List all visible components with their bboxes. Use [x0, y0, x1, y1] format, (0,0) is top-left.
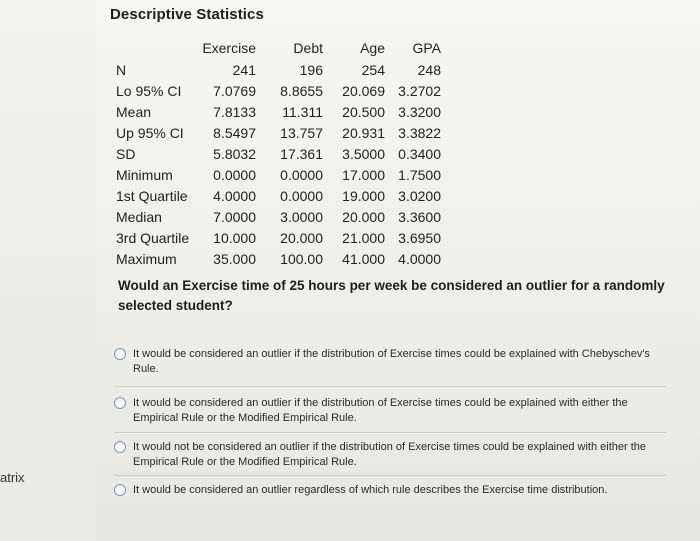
cell-debt: 196	[299, 62, 323, 78]
cell-gpa: 3.3600	[398, 209, 441, 225]
cell-age: 3.5000	[342, 146, 385, 162]
cell-debt: 13.757	[280, 125, 323, 141]
cell-debt: 100.00	[280, 251, 323, 267]
cell-exercise: 8.5497	[213, 125, 256, 141]
row-label: N	[116, 62, 127, 78]
cell-exercise: 35.000	[213, 251, 256, 267]
table-row	[110, 207, 441, 228]
sidebar-label: atrix	[0, 470, 25, 485]
cell-age: 20.931	[342, 125, 385, 141]
cell-age: 20.000	[342, 209, 385, 225]
cell-debt: 0.0000	[280, 188, 323, 204]
cell-debt: 3.0000	[280, 209, 323, 225]
row-label: Lo 95% CI	[116, 83, 182, 99]
cell-exercise: 0.0000	[213, 167, 256, 183]
cell-gpa: 3.3200	[398, 104, 441, 120]
cell-exercise: 7.0000	[213, 209, 256, 225]
row-label: 1st Quartile	[116, 188, 188, 204]
table-row	[110, 60, 441, 81]
row-label: Maximum	[116, 251, 177, 267]
row-label: Minimum	[116, 167, 173, 183]
table-row	[110, 144, 441, 165]
cell-exercise: 4.0000	[213, 188, 256, 204]
table-row	[110, 249, 441, 270]
cell-exercise: 10.000	[213, 230, 256, 246]
row-label: Up 95% CI	[116, 125, 184, 141]
header-exercise: Exercise	[202, 40, 256, 56]
option-divider	[114, 386, 666, 387]
radio-button-icon[interactable]	[114, 348, 126, 360]
header-gpa: GPA	[412, 40, 441, 56]
cell-gpa: 3.3822	[398, 125, 441, 141]
left-margin	[0, 0, 96, 541]
cell-gpa: 3.0200	[398, 188, 441, 204]
cell-exercise: 7.8133	[213, 104, 256, 120]
cell-age: 21.000	[342, 230, 385, 246]
option-divider	[114, 475, 666, 476]
cell-debt: 20.000	[280, 230, 323, 246]
cell-debt: 0.0000	[280, 167, 323, 183]
table-header-row	[110, 36, 441, 60]
cell-age: 20.069	[342, 83, 385, 99]
answer-option-4[interactable]	[114, 483, 666, 498]
row-label: SD	[116, 146, 136, 162]
option-divider	[114, 432, 666, 433]
cell-age: 20.500	[342, 104, 385, 120]
header-empty-cell	[110, 36, 198, 60]
answer-option-3[interactable]	[114, 440, 666, 470]
cell-gpa: 4.0000	[398, 251, 441, 267]
cell-gpa: 3.6950	[398, 230, 441, 246]
table-row	[110, 81, 441, 102]
row-label: 3rd Quartile	[116, 230, 190, 246]
cell-gpa: 248	[417, 62, 441, 78]
question-text: Would an Exercise time of 25 hours per week be considered an outlier for a randomly selected student?	[118, 278, 665, 313]
answer-option-text: It would be considered an outlier if the distribution of Exercise times could be explained with either the Empirical Rule or the Modified Empirical Rule.	[133, 397, 628, 424]
page-title: Descriptive Statistics	[110, 6, 264, 23]
cell-debt: 11.311	[282, 104, 323, 120]
cell-gpa: 3.2702	[398, 83, 441, 99]
table-row	[110, 228, 441, 249]
header-debt: Debt	[293, 40, 323, 56]
answer-option-text: It would be considered an outlier if the distribution of Exercise times could be explained with Chebyschev's Rule.	[133, 348, 650, 375]
cell-age: 41.000	[342, 251, 385, 267]
header-age: Age	[360, 40, 385, 56]
cell-exercise: 5.8032	[213, 146, 256, 162]
answer-option-text: It would be considered an outlier regardless of which rule describes the Exercise time distribution.	[133, 484, 608, 496]
cell-debt: 8.8655	[280, 83, 323, 99]
table-row	[110, 186, 441, 207]
radio-button-icon[interactable]	[114, 441, 126, 453]
cell-age: 19.000	[342, 188, 385, 204]
cell-age: 254	[361, 62, 385, 78]
descriptive-statistics-table	[110, 36, 441, 270]
radio-button-icon[interactable]	[114, 484, 126, 496]
radio-button-icon[interactable]	[114, 397, 126, 409]
row-label: Median	[116, 209, 162, 225]
cell-age: 17.000	[342, 167, 385, 183]
answer-option-2[interactable]	[114, 396, 666, 426]
table-row	[110, 165, 441, 186]
answer-option-1[interactable]	[114, 347, 666, 377]
cell-exercise: 241	[232, 62, 256, 78]
table-row	[110, 123, 441, 144]
answer-option-text: It would not be considered an outlier if the distribution of Exercise times could be explained with either the Empirical Rule or the Modified Empirical Rule.	[133, 441, 647, 468]
table-row	[110, 102, 441, 123]
cell-debt: 17.361	[280, 146, 323, 162]
cell-gpa: 0.3400	[398, 146, 441, 162]
row-label: Mean	[116, 104, 152, 120]
cell-gpa: 1.7500	[398, 167, 441, 183]
cell-exercise: 7.0769	[213, 83, 256, 99]
